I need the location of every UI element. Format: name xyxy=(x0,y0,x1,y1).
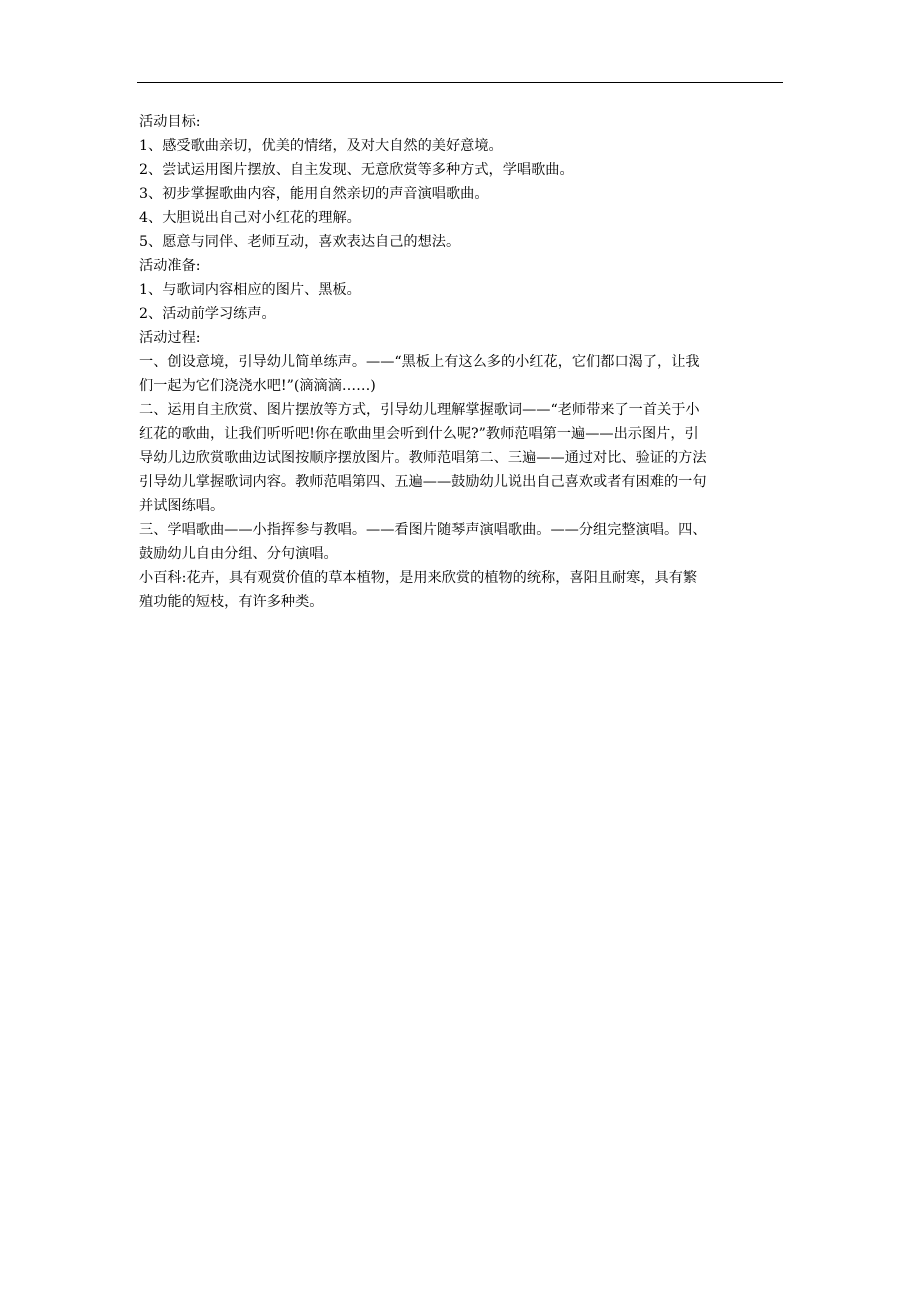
section-heading-process: 活动过程: xyxy=(139,330,201,346)
preparation-item: 1、与歌词内容相应的图片、黑板。 xyxy=(139,282,361,298)
section-heading-goals: 活动目标: xyxy=(139,114,201,130)
process-step-2-line: 引导幼儿掌握歌词内容。教师范唱第四、五遍——鼓励幼儿说出自己喜欢或者有困难的一句 xyxy=(139,474,707,490)
process-step-2-line: 二、运用自主欣赏、图片摆放等方式，引导幼儿理解掌握歌词——“老师带来了一首关于小 xyxy=(139,402,700,418)
encyclopedia-note-line: 殖功能的短枝，有许多种类。 xyxy=(139,594,324,610)
process-step-2-line: 并试图练唱。 xyxy=(139,498,225,514)
process-step-1-line: 们一起为它们浇浇水吧!”(滴滴滴……) xyxy=(139,378,376,394)
process-step-3-line: 三、学唱歌曲——小指挥参与教唱。——看图片随琴声演唱歌曲。——分组完整演唱。四、 xyxy=(139,522,707,538)
goal-item: 4、大胆说出自己对小红花的理解。 xyxy=(139,210,361,226)
section-heading-preparation: 活动准备: xyxy=(139,258,201,274)
goal-item: 2、尝试运用图片摆放、自主发现、无意欣赏等多种方式，学唱歌曲。 xyxy=(139,162,574,178)
encyclopedia-note-line: 小百科:花卉，具有观赏价值的草本植物，是用来欣赏的植物的统称，喜阳且耐寒，具有繁 xyxy=(139,570,698,586)
header-rule xyxy=(137,82,783,83)
document-body xyxy=(139,110,787,614)
process-step-3-line: 鼓励幼儿自由分组、分句演唱。 xyxy=(139,546,338,562)
goal-item: 5、愿意与同伴、老师互动，喜欢表达自己的想法。 xyxy=(139,234,461,250)
goal-item: 1、感受歌曲亲切，优美的情绪，及对大自然的美好意境。 xyxy=(139,138,503,154)
goal-item: 3、初步掌握歌曲内容，能用自然亲切的声音演唱歌曲。 xyxy=(139,186,489,202)
process-step-2-line: 红花的歌曲，让我们听听吧!你在歌曲里会听到什么呢?”教师范唱第一遍——出示图片，引 xyxy=(139,426,699,442)
preparation-item: 2、活动前学习练声。 xyxy=(139,306,276,322)
process-step-2-line: 导幼儿边欣赏歌曲边试图按顺序摆放图片。教师范唱第二、三遍——通过对比、验证的方法 xyxy=(139,450,707,466)
process-step-1-line: 一、创设意境，引导幼儿简单练声。——“黑板上有这么多的小红花，它们都口渴了，让我 xyxy=(139,354,700,370)
